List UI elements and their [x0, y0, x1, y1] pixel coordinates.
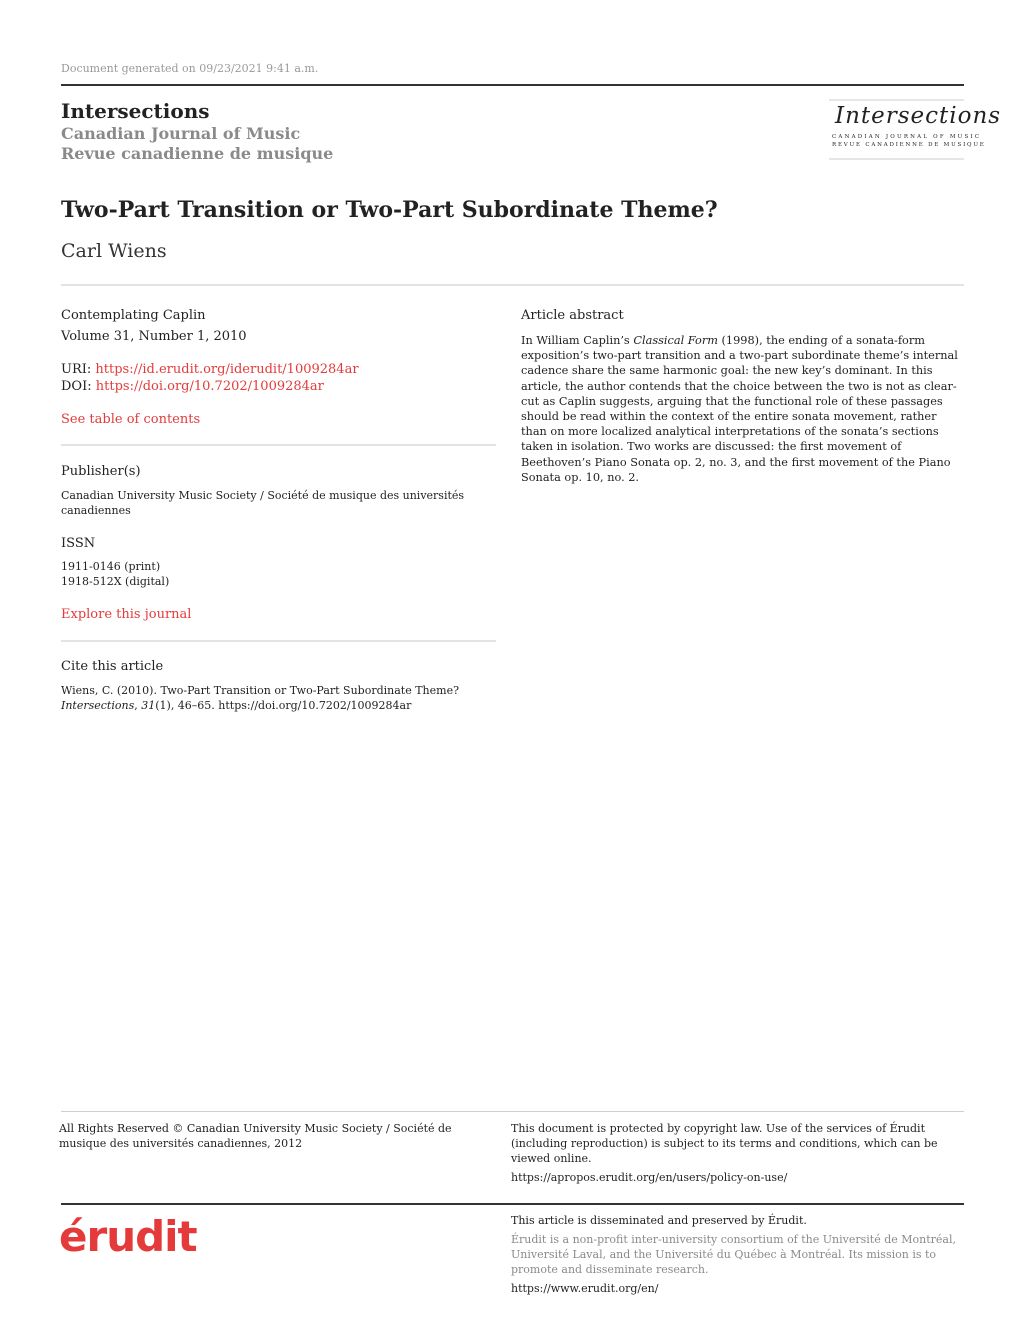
abstract-book-title: Classical Form — [633, 334, 718, 347]
doi-link[interactable]: https://doi.org/10.7202/1009284ar — [95, 379, 324, 394]
citation-line: Wiens, C. (2010). Two-Part Transition or Two-Part Subordinate Theme? — [61, 684, 459, 697]
citation-journal: Intersections — [61, 699, 135, 712]
abstract-text — [521, 333, 965, 485]
publisher-heading: Publisher(s) — [61, 464, 141, 479]
footer-divider-top — [61, 1111, 964, 1112]
generated-date: Document generated on 09/23/2021 9:41 a.m. — [61, 62, 319, 75]
uri-link[interactable]: https://id.erudit.org/iderudit/1009284ar — [95, 362, 359, 377]
citation-text — [61, 683, 491, 713]
journal-logo — [829, 99, 1002, 160]
citation-sep: , — [134, 699, 142, 712]
logo-script-text: Intersections — [835, 103, 1002, 129]
citation-volume: 31 — [141, 699, 156, 712]
erudit-link[interactable]: https://www.erudit.org/en/ — [511, 1282, 659, 1295]
article-title: Two-Part Transition or Two-Part Subordinate Theme? — [61, 197, 718, 223]
uri-line — [61, 362, 359, 377]
doi-label: DOI: — [61, 379, 92, 394]
doi-line — [61, 379, 324, 394]
rights-statement: All Rights Reserved © Canadian University Music Society / Société de musique des universités canadiennes, 2012 — [59, 1122, 452, 1150]
journal-name: Intersections — [61, 99, 210, 123]
logo-line-2: REVUE CANADIENNE DE MUSIQUE — [832, 142, 986, 148]
footer-divider-bottom — [61, 1203, 964, 1205]
uri-label: URI: — [61, 362, 92, 377]
journal-subtitle-en: Canadian Journal of Music — [61, 124, 301, 143]
table-of-contents-link[interactable]: See table of contents — [61, 412, 201, 427]
publisher-name: Canadian University Music Society / Société de musique des universités canadiennes — [61, 489, 465, 517]
logo-line-1: CANADIAN JOURNAL OF MUSIC — [832, 134, 982, 140]
abstract-part-1: In William Caplin’s — [521, 334, 634, 347]
abstract-part-2: (1998), the ending of a sonata-form exposition’s two-part transition and a two-part subordinate theme’s internal cadence share the same harmonic goal: the new key’s dominant. In this article, the author contends that the choice between the two is not as clear-cut as Caplin suggests, arguing that the functional role of these passages should be read within the context of the entire sonata movement, rather than on more localized analytical interpretations of the sonata’s sections taken in isolation. Two works are discussed: the first movement of Beethoven’s Piano Sonata op. 2, no. 3, and the first movement of the Piano Sonata op. 10, no. 2. — [521, 334, 958, 484]
issn-digital: 1918-512X (digital) — [61, 575, 170, 588]
disseminated-note: This article is disseminated and preserved by Érudit. — [511, 1214, 807, 1227]
issn-print: 1911-0146 (print) — [61, 560, 161, 573]
policy-link[interactable]: https://apropos.erudit.org/en/users/policy-on-use/ — [511, 1171, 788, 1184]
divider-cite — [61, 640, 496, 642]
explore-journal-link[interactable]: Explore this journal — [61, 607, 192, 622]
citation-rest: (1), 46–65. https://doi.org/10.7202/1009284ar — [155, 699, 412, 712]
cite-heading: Cite this article — [61, 659, 164, 674]
volume-info: Volume 31, Number 1, 2010 — [61, 329, 247, 344]
abstract-heading: Article abstract — [521, 308, 624, 323]
copyright-notice: This document is protected by copyright law. Use of the services of Érudit (including reproduction) is subject to its terms and conditions, which can be viewed online. — [511, 1122, 938, 1165]
title-divider — [61, 284, 964, 286]
issn-heading: ISSN — [61, 536, 96, 551]
header-divider — [61, 84, 964, 86]
divider-publisher — [61, 444, 496, 446]
erudit-logo[interactable]: érudit — [59, 1212, 197, 1261]
article-author: Carl Wiens — [61, 240, 167, 262]
journal-subtitle-fr: Revue canadienne de musique — [61, 144, 334, 163]
consortium-description: Érudit is a non-profit inter-university consortium of the Université de Montréal, Université Laval, and the Université du Québec à Montréal. Its mission is to promote and disseminate research. — [511, 1233, 956, 1276]
section-name: Contemplating Caplin — [61, 308, 206, 323]
